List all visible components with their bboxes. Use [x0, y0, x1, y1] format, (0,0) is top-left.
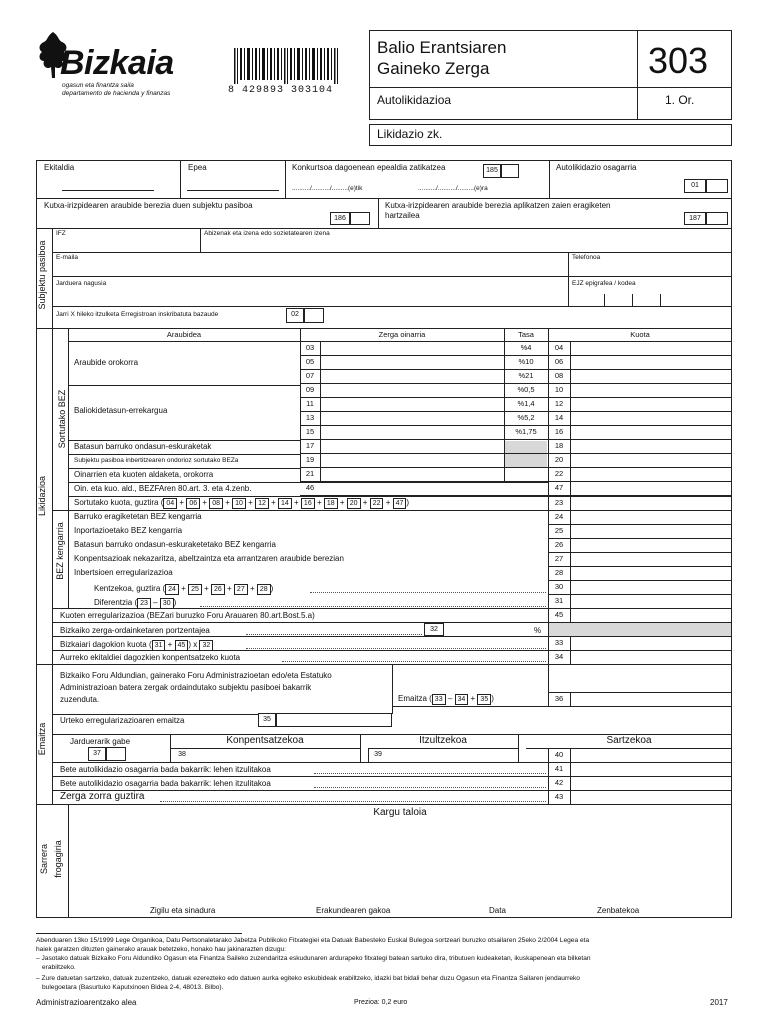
- tax-rate: %4: [520, 343, 532, 352]
- row-33: 33: [554, 638, 564, 647]
- telefonoa-label: Telefonoa: [572, 254, 601, 261]
- sortutako-total: Sortutako kuota, guztira ( 04 + 06 + 08 + 10 + 12 + 14 + 16 + 18 + 20 + 22 + 47 ): [74, 498, 410, 507]
- jarri-label: Jarri X hileko itzulketa Erregistroan inskribatuta bazaude: [56, 311, 219, 318]
- osagarria-label: Autolikidazio osagarria: [556, 163, 637, 172]
- row-number-right: 16: [554, 427, 564, 436]
- abizenak-label: Abizenak eta izena edo sozietatearen izena: [204, 230, 330, 237]
- box-37-check[interactable]: [106, 747, 126, 761]
- row-45: 45: [554, 610, 564, 619]
- kuoten-label: Kuoten erregularizazioa (BEZari buruzko Foru Arauaren 80.art.Bost.5.a): [60, 611, 315, 620]
- quota-field[interactable]: [571, 370, 731, 382]
- row-number-left: 05: [305, 357, 315, 366]
- baliokidetasun-label: Baliokidetasun-errekargua: [74, 406, 168, 415]
- foru-line3: zuzenduta.: [60, 695, 100, 704]
- base-amount-field[interactable]: [321, 426, 503, 438]
- kengarria-label: Inportazioetako BEZ kengarria: [74, 526, 183, 535]
- legal-text-2: haiek garatzen dituzten gainerako arauak betetzeko, honako hau jakinarazten dizugu:: [36, 946, 287, 953]
- tax-rate: %10: [518, 357, 534, 366]
- row-number-right: 26: [554, 540, 564, 549]
- epea-field[interactable]: [187, 190, 279, 191]
- subject-side-label: Subjektu pasiboa: [37, 240, 47, 310]
- tax-rate: %21: [518, 371, 534, 380]
- col-araubidea: Araubidea: [166, 330, 202, 339]
- ref-box: 24: [165, 584, 179, 595]
- ref-box: 10: [232, 498, 246, 509]
- ref-box: 18: [324, 498, 338, 509]
- row-36: 36: [554, 694, 564, 703]
- liquidation-label: Likidazio zk.: [377, 127, 443, 141]
- epea-label: Epea: [188, 163, 207, 172]
- row-number-right: 04: [554, 343, 564, 352]
- row-40: 40: [554, 750, 564, 759]
- konkurtsoa-label: Konkurtsoa dagoenean epealdia zatikatzea: [292, 163, 446, 172]
- konpentsatzekoa-label: Konpentsatzekoa: [226, 735, 304, 746]
- row-number-right: 24: [554, 512, 564, 521]
- sarrera-side-label: Sarrera: [39, 844, 49, 875]
- diferentzia: Diferentzia ( 23 – 30 ): [94, 598, 177, 607]
- base-amount-field[interactable]: [321, 482, 503, 494]
- copy-label: 1. Or.: [665, 93, 695, 107]
- quota-field[interactable]: [571, 482, 731, 494]
- row-34: 34: [554, 652, 564, 661]
- ifz-label: IFZ: [56, 230, 66, 237]
- ejz-label: EJZ epigrafea / kodea: [572, 280, 636, 287]
- batasun-label: Batasun barruko ondasun-eskuraketak: [74, 442, 212, 451]
- box-185[interactable]: 185: [483, 164, 501, 178]
- row-31: 31: [554, 596, 564, 605]
- base-amount-field[interactable]: [321, 468, 503, 480]
- quota-field[interactable]: [571, 468, 731, 480]
- box-186[interactable]: 186: [330, 212, 350, 225]
- legal-text-5: – Zure datuetan sartzeko, datuak zuzentzeko, datuak ezerezteko edo datuen aurka egiteko eskubideak erabiltzeko, idazki bat bidali behar duzu Ogasun eta Finantza Sailaren jendaurreko: [36, 975, 580, 982]
- portzentajea-grey: [549, 623, 731, 636]
- row-number-right: 18: [554, 441, 564, 450]
- row-42: 42: [554, 778, 564, 787]
- box-35[interactable]: 35: [258, 713, 276, 727]
- base-amount-field[interactable]: [321, 440, 503, 452]
- footer-center: Prezioa: 0,2 euro: [354, 999, 408, 1006]
- foru-line2: Administrazioan batera zergak ordaindutako subjektu pasiboei bakarrik: [60, 683, 312, 692]
- footer-right: 2017: [710, 998, 728, 1007]
- zenbatekoa-label: Zenbatekoa: [597, 906, 640, 915]
- date-from[interactable]: ........../........../.........(e)tik: [292, 185, 363, 192]
- ref-box: 20: [347, 498, 361, 509]
- row-number-left: 03: [305, 343, 315, 352]
- quota-field[interactable]: [571, 356, 731, 368]
- quota-field[interactable]: [571, 454, 731, 466]
- kengarria-label: Konpentsazioak nekazaritza, abeltzaintza eta arrantzaren araubide berezian: [74, 554, 344, 563]
- box-01-value[interactable]: [706, 179, 728, 193]
- kutxa2-label: Kutxa-irizpidearen araubide berezia aplikatzen zaien eragiketen: [385, 201, 611, 210]
- row-number-left: 46: [305, 483, 315, 492]
- zorra-label: Zerga zorra guztira: [60, 791, 145, 802]
- barcode: [228, 48, 348, 98]
- row-number-right: 08: [554, 371, 564, 380]
- box-187[interactable]: 187: [684, 212, 706, 225]
- quota-field[interactable]: [571, 342, 731, 354]
- ref-box: 16: [301, 498, 315, 509]
- row-number-right: 47: [554, 483, 564, 492]
- box-02[interactable]: 02: [286, 308, 304, 323]
- row-number-right: 28: [554, 568, 564, 577]
- sartzekoa-label: Sartzekoa: [606, 735, 652, 746]
- title-line1: Balio Erantsiaren: [377, 38, 507, 57]
- bete1-label: Bete autolikidazio osagarria bada bakarrik: lehen itzulitakoa: [60, 765, 271, 774]
- bizkaia-logo: [36, 28, 206, 100]
- tax-rate: %5,2: [517, 413, 535, 422]
- subjektu-inbertitze-label: Subjektu pasiboa inbertitzearen ondorioz sortutako BEZa: [74, 457, 239, 464]
- row-divider: [548, 580, 732, 581]
- row-number-left: 21: [305, 469, 315, 478]
- kargu-taloia-label: Kargu taloia: [373, 807, 427, 818]
- dept-line2: departamento de hacienda y finanzas: [62, 90, 171, 97]
- legal-text-1: Abenduaren 13ko 15/1999 Lege Organikoa, Datu Pertsonaletarako Jabetza Publikoko Fitxategiei eta Datuak Babesteko Euskal Bulegoa sortzeari buruzko otsailaren 25eko 2/2004 Legea eta: [36, 937, 590, 944]
- oinarrien-label: Oinarrien eta kuoten aldaketa, orokorra: [74, 470, 214, 479]
- subtitle: Autolikidazioa: [377, 93, 452, 107]
- ref-box: 28: [257, 584, 271, 595]
- base-amount-field[interactable]: [321, 342, 503, 354]
- ref-box: 47: [393, 498, 407, 509]
- emaitza-side-label: Emaitza: [37, 722, 47, 756]
- ref-box: 08: [209, 498, 223, 509]
- quota-field[interactable]: [571, 412, 731, 424]
- oin-kuo-label: Oin. eta kuo. ald., BEZFAren 80.art. 3. eta 4.zenb.: [74, 484, 252, 493]
- kengarria-label: Batasun barruko ondasun-eskuraketetako BEZ kengarria: [74, 540, 276, 549]
- base-amount-field[interactable]: [321, 370, 503, 382]
- box-01[interactable]: 01: [684, 179, 706, 193]
- tasa-grey-area: [505, 441, 547, 468]
- box-32[interactable]: 32: [424, 623, 444, 636]
- quota-field[interactable]: [571, 384, 731, 396]
- barcode-number: 8 429893 303104: [228, 85, 334, 96]
- tax-rate: %1,4: [517, 399, 535, 408]
- email-label: E-maila: [56, 254, 79, 261]
- portzentajea-label: Bizkaiko zerga-ordainketaren portzentajea: [60, 626, 210, 635]
- base-amount-field[interactable]: [321, 454, 503, 466]
- box-35-value[interactable]: [276, 713, 392, 727]
- col-kuota: Kuota: [630, 330, 650, 339]
- date-to[interactable]: ........../........../.........(e)ra: [418, 185, 488, 192]
- emaitza-formula: Emaitza ( 33 – 34 + 35 ): [398, 694, 494, 703]
- orokorra-label: Araubide orokorra: [74, 358, 139, 367]
- ref-box: 06: [186, 498, 200, 509]
- kentzekoa-total: Kentzekoa, guztira ( 24 + 25 + 26 + 27 + 28 ): [94, 584, 274, 593]
- legal-text-6: bulegoetara (Basurtuko Kaputxinoen Bidea 2-4, 48013. Bilbo).: [42, 984, 224, 991]
- row-number-left: 19: [305, 455, 315, 464]
- sortutako-side-label: Sortutako BEZ: [57, 389, 67, 449]
- jarduerarik-label: Jarduerarik gabe: [70, 737, 131, 746]
- row-number-right: 27: [554, 554, 564, 563]
- ref-box: 26: [211, 584, 225, 595]
- foru-line1: Bizkaiko Foru Aldundian, gainerako Foru Administrazioetan edo/eta Estatuko: [60, 671, 332, 680]
- row-number-left: 15: [305, 427, 315, 436]
- box-186-value[interactable]: [350, 212, 370, 225]
- kentzekoa-boxes: 24 + 25 + 26 + 27 + 28: [165, 584, 270, 593]
- base-amount-field[interactable]: [321, 356, 503, 368]
- legal-text-4: erabiltzeko.: [42, 964, 76, 971]
- box-39[interactable]: 39: [370, 749, 386, 761]
- bete2-label: Bete autolikidazio osagarria bada bakarrik: lehen itzulitakoa: [60, 779, 271, 788]
- quota-field[interactable]: [571, 398, 731, 410]
- row-number-right: 14: [554, 413, 564, 422]
- box-185-value[interactable]: [501, 164, 519, 178]
- row-divider: [548, 538, 732, 539]
- kengarria-side-label: BEZ kengarria: [55, 522, 65, 580]
- base-amount-field[interactable]: [321, 384, 503, 396]
- ref-box: 22: [370, 498, 384, 509]
- kutxa2-label-b: hartzailea: [385, 211, 420, 220]
- ekitaldia-field[interactable]: [62, 190, 154, 191]
- base-amount-field[interactable]: [321, 398, 503, 410]
- row-number-left: 13: [305, 413, 315, 422]
- ref-box: 14: [278, 498, 292, 509]
- quota-field[interactable]: [571, 440, 731, 452]
- model-number: 303: [648, 40, 709, 81]
- row-number-right: 20: [554, 455, 564, 464]
- row-number-right: 10: [554, 385, 564, 394]
- ekitaldia-label: Ekitaldia: [44, 163, 75, 172]
- row-43: 43: [554, 792, 564, 801]
- row-divider: [548, 566, 732, 567]
- barcode-icon: [234, 48, 346, 84]
- row-number-left: 11: [306, 399, 314, 408]
- row-41: 41: [554, 764, 564, 773]
- jarduera-label: Jarduera nagusia: [56, 280, 107, 287]
- row-number-left: 17: [305, 441, 315, 450]
- box-37[interactable]: 37: [88, 747, 106, 761]
- data-label: Data: [489, 906, 506, 915]
- frogagiria-side-label: frogagiria: [53, 840, 63, 878]
- base-amount-field[interactable]: [321, 412, 503, 424]
- row-divider: [548, 524, 732, 525]
- row-number-left: 09: [305, 385, 315, 394]
- col-zerga: Zerga oinarria: [378, 330, 426, 339]
- title-line2: Gaineko Zerga: [377, 59, 490, 78]
- legal-text-3: – Jasotako datuak Bizkaiko Foru Aldundiko Ogasun eta Finantza Saileko zuzendaritza eskudunaren ardurapeko fitxategi batean sartuko dira, tributuen kudeaketan, ikuskapenean eta bilketan: [36, 955, 591, 962]
- row-number-right: 06: [554, 357, 564, 366]
- aurreko-label: Aurreko ekitaldiei dagozkien konpentsatzeko kuota: [60, 653, 241, 662]
- liquidation-side-label: Likidazioa: [37, 475, 47, 517]
- ref-box: 12: [255, 498, 269, 509]
- quota-field[interactable]: [571, 426, 731, 438]
- row-number-right: 12: [554, 399, 564, 408]
- box-02-check[interactable]: [304, 308, 324, 323]
- kengarria-label: Inbertsioen erregularizazioa: [74, 568, 173, 577]
- urteko-label: Urteko erregularizazioaren emaitza: [60, 716, 185, 725]
- sortutako-boxes: 04 + 06 + 08 + 10 + 12 + 14 + 16 + 18 + 20 + 22 + 47: [163, 498, 406, 507]
- itzultzekoa-label: Itzultzekoa: [419, 735, 467, 746]
- erakunde-label: Erakundearen gakoa: [316, 906, 391, 915]
- row-number-left: 07: [305, 371, 315, 380]
- kutxa1-label: Kutxa-irizpidearen araubide berezia duen subjektu pasiboa: [44, 201, 253, 210]
- pct-symbol: %: [534, 626, 542, 635]
- row-30: 30: [554, 582, 564, 591]
- row-number-right: 22: [554, 469, 564, 478]
- logo-text: Bizkaia: [60, 44, 174, 82]
- box-38[interactable]: 38: [174, 749, 190, 761]
- row-23: 23: [554, 498, 564, 507]
- box-187-value[interactable]: [706, 212, 728, 225]
- col-tasa: Tasa: [518, 330, 534, 339]
- zigilu-label: Zigilu eta sinadura: [150, 906, 216, 915]
- kengarria-label: Barruko eragiketetan BEZ kengarria: [74, 512, 202, 521]
- ref-box: 27: [234, 584, 248, 595]
- tax-rate: %1,75: [515, 427, 537, 436]
- dept-line1: ogasun eta finantza saila: [62, 82, 134, 89]
- footer-left: Administrazioarentzako alea: [36, 998, 137, 1007]
- dagokion-kuota: Bizkaiari dagokion kuota ( 31 + 45 ) x 32: [60, 640, 213, 651]
- tax-rate: %0,5: [517, 385, 535, 394]
- row-number-right: 25: [554, 526, 564, 535]
- row-divider: [548, 552, 732, 553]
- ref-box: 25: [188, 584, 202, 595]
- ref-box: 04: [163, 498, 177, 509]
